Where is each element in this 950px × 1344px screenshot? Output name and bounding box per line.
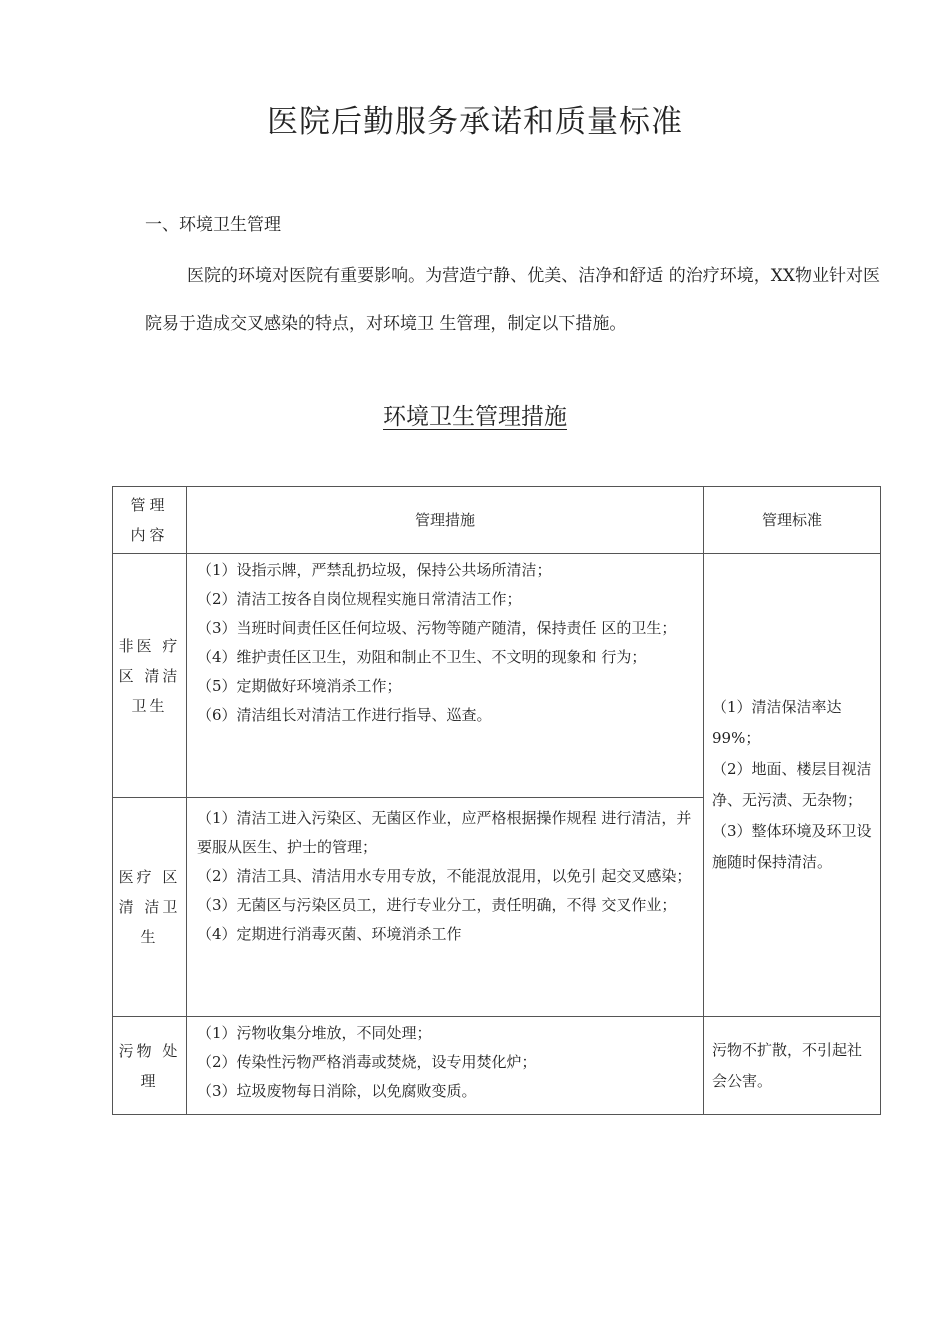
measure-item: （1）设指示牌，严禁乱扔垃圾，保持公共场所清洁； (197, 561, 552, 579)
measures-clip (197, 798, 701, 1016)
table-row (113, 1017, 881, 1115)
measure-item: （5）定期做好环境消杀工作； (197, 677, 402, 695)
measure-item: （4）定期进行消毒灭菌、环境消杀工作 (197, 925, 462, 943)
measure-item: （6）清洁组长对清洁工作进行指导、巡查。 (197, 706, 492, 724)
standard-item: （3）整体环境及环卫设施随时保持清洁。 (712, 822, 872, 871)
header-measures: 管理措施 (187, 487, 704, 554)
measure-item: （2）传染性污物严格消毒或焚烧，设专用焚化炉； (197, 1053, 537, 1071)
header-standard: 管理标准 (704, 487, 881, 554)
category-cell: 污物 处理 (113, 1017, 187, 1115)
measures-table (112, 486, 881, 1115)
measure-item: （3）垃圾废物每日消除，以免腐败变质。 (197, 1082, 477, 1100)
section-heading: 一、环境卫生管理 (145, 215, 281, 235)
measure-item: （3）当班时间责任区任何垃圾、污物等随产随清，保持责任 区的卫生； (197, 619, 677, 637)
measures-cell (187, 1017, 704, 1115)
table-header-row (113, 487, 881, 554)
table-row (113, 554, 881, 798)
table-title-text: 环境卫生管理措施 (383, 404, 567, 430)
standard-item: （2）地面、楼层目视洁净、无污渍、无杂物； (712, 760, 872, 809)
category-cell: 医疗 区清 洁卫 生 (113, 798, 187, 1017)
measure-item: （3）无菌区与污染区员工，进行专业分工，责任明确，不得 交叉作业； (197, 896, 677, 914)
table-title (0, 398, 950, 431)
category-cell: 非医 疗区 清洁 卫生 (113, 554, 187, 798)
measure-item: （2）清洁工具、清洁用水专用专放，不能混放混用，以免引 起交叉感染； (197, 867, 692, 885)
intro-paragraph-text: 医院的环境对医院有重要影响。为营造宁静、优美、洁净和舒适 的治疗环境，XX物业针对医院易于造成交叉感染的特点，对环境卫 生管理，制定以下措施。 (145, 266, 880, 334)
shared-standard-cell (704, 554, 881, 1017)
measures-cell (187, 554, 704, 798)
measure-item: （1）污物收集分堆放，不同处理； (197, 1024, 432, 1042)
header-content: 管理 内容 (113, 487, 187, 554)
measures-cell (187, 798, 704, 1017)
document-title: 医院后勤服务承诺和质量标准 (267, 104, 683, 140)
measure-item: （1）清洁工进入污染区、无菌区作业，应严格根据操作规程 进行清洁，并要服从医生、护士的管理； (197, 809, 692, 856)
intro-paragraph (145, 252, 880, 348)
standard-cell: 污物不扩散，不引起社会公害。 (704, 1017, 881, 1115)
standard-item: （1）清洁保洁率达99%； (712, 698, 842, 747)
measure-item: （2）清洁工按各自岗位规程实施日常清洁工作； (197, 590, 522, 608)
measure-item: （4）维护责任区卫生，劝阻和制止不卫生、不文明的现象和 行为； (197, 648, 647, 666)
